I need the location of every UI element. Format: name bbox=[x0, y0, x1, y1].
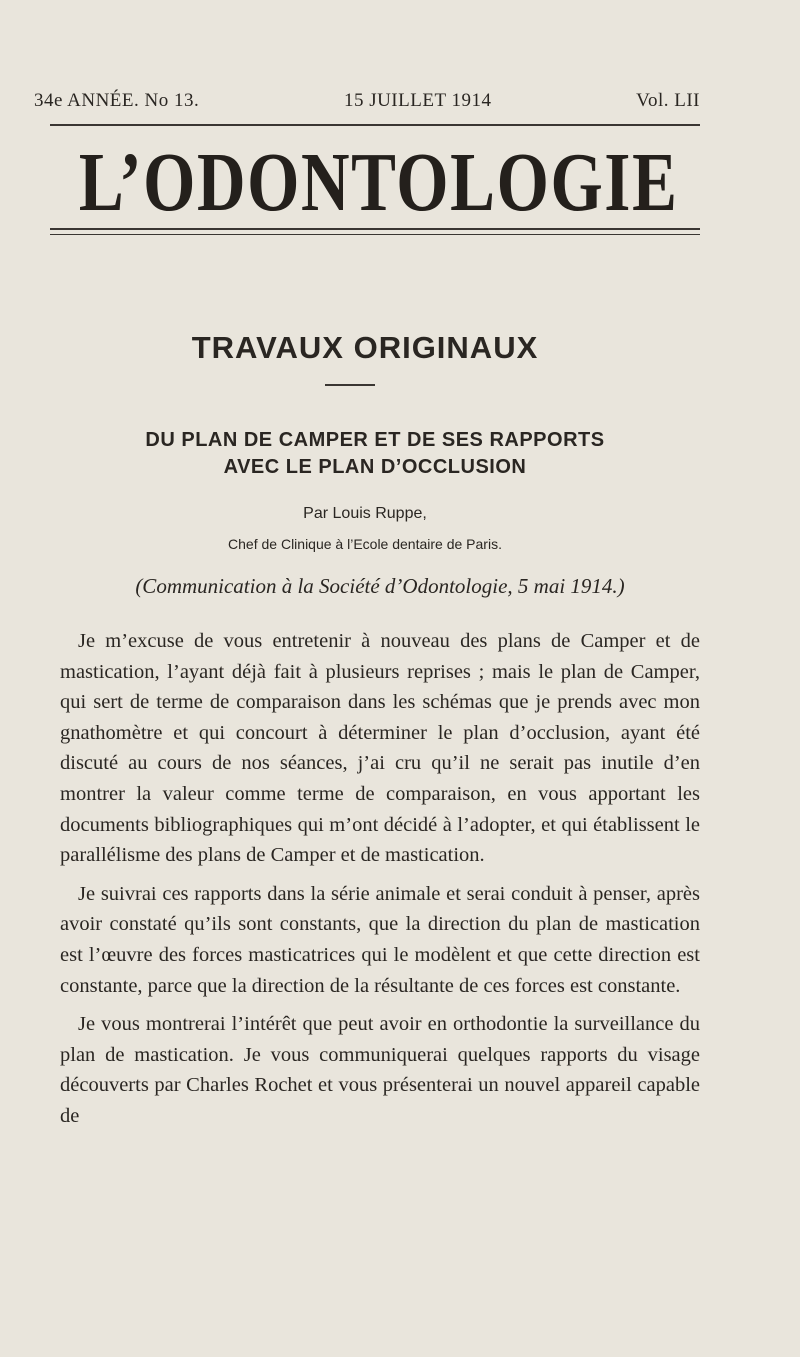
body-paragraph: Je m’excuse de vous entretenir à nouveau des plans de Camper et de mastication, l’ayant déjà fait à plusieurs reprises ; mais le plan de Camper, qui sert de terme de comparaison dans les schémas que je prends avec mon gnathomètre et qui concourt à déterminer le plan d’occlusion, ayant été discuté au cours de nos séances, j’ai cru qu’il ne serait pas inutile d’en montrer la valeur comme terme de comparaison, en vous apportant les documents bibliographiques qui m’ont décidé à l’adopter, et qui établissent le parallélisme des plans de Camper et de mastication. bbox=[60, 630, 700, 867]
communication-note: (Communication à la Société d’Odontologie, 5 mai 1914.) bbox=[135, 574, 625, 598]
section-title: TRAVAUX ORIGINAUX bbox=[191, 330, 539, 365]
article-title bbox=[50, 427, 700, 481]
article-body bbox=[60, 626, 700, 1140]
header-rule bbox=[50, 124, 700, 126]
article-title-line-2: AVEC LE PLAN D’OCCLUSION bbox=[223, 456, 527, 478]
issue-date: 15 JUILLET 1914 bbox=[343, 90, 492, 111]
author-affiliation: Chef de Clinique à l’Ecole dentaire de Paris. bbox=[228, 536, 502, 552]
article-title-line-1: DU PLAN DE CAMPER ET DE SES RAPPORTS bbox=[145, 429, 605, 451]
journal-masthead: L’ODONTOLOGIE bbox=[78, 136, 679, 229]
volume-number: Vol. LII bbox=[636, 90, 700, 111]
masthead-rule-thin bbox=[50, 234, 700, 235]
issue-number: 34e ANNÉE. No 13. bbox=[34, 90, 200, 111]
masthead-rule-thick bbox=[50, 228, 700, 230]
running-head bbox=[34, 90, 700, 112]
body-paragraph: Je suivrai ces rapports dans la série animale et serai conduit à penser, après avoir constaté qu’ils sont constants, que la direction du plan de mastication est l’œuvre des forces masticatrices qui le modèlent et que cette direction est constante, parce que la direction de la résultante de ces forces est constante. bbox=[60, 882, 700, 997]
author-byline: Par Louis Ruppe, bbox=[303, 505, 427, 522]
section-divider bbox=[325, 384, 375, 386]
body-paragraph: Je vous montrerai l’intérêt que peut avoir en orthodontie la surveillance du plan de mastication. Je vous communiquerai quelques rapports du visage découverts par Charles Rochet et vous présenterai un nouvel appareil capable de bbox=[60, 1013, 700, 1127]
